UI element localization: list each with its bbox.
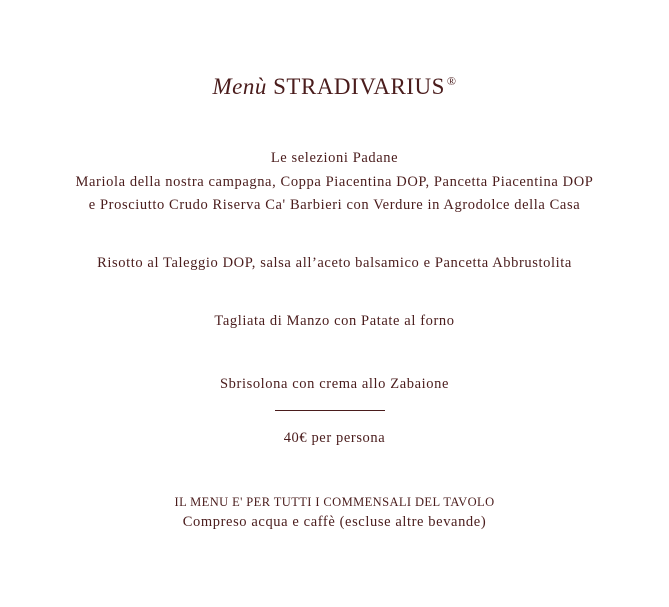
menu-title-word: Menù (212, 74, 267, 99)
antipasto-line-1: Mariola della nostra campagna, Coppa Piacentina DOP, Pancetta Piacentina DOP (75, 174, 594, 190)
menu-title (0, 74, 669, 100)
primo-dish: Risotto al Taleggio DOP, salsa all’aceto balsamico e Pancetta Abbrustolita (97, 255, 572, 271)
price-divider (275, 410, 385, 411)
secondo-dish: Tagliata di Manzo con Patate al forno (214, 313, 455, 329)
antipasto-heading: Le selezioni Padane (270, 150, 399, 166)
dolce-dish: Sbrisolona con crema allo Zabaione (220, 376, 449, 392)
antipasto-line-2: e Prosciutto Crudo Riserva Ca' Barbieri con Verdure in Agrodolce della Casa (88, 197, 581, 213)
table-rule-note: IL MENU E' PER TUTTI I COMMENSALI DEL TAVOLO (174, 495, 495, 509)
registered-mark: ® (446, 74, 457, 89)
price-per-person: 40€ per persona (283, 430, 386, 446)
included-note: Compreso acqua e caffè (escluse altre bevande) (182, 514, 487, 530)
menu-title-name: STRADIVARIUS (273, 74, 445, 99)
